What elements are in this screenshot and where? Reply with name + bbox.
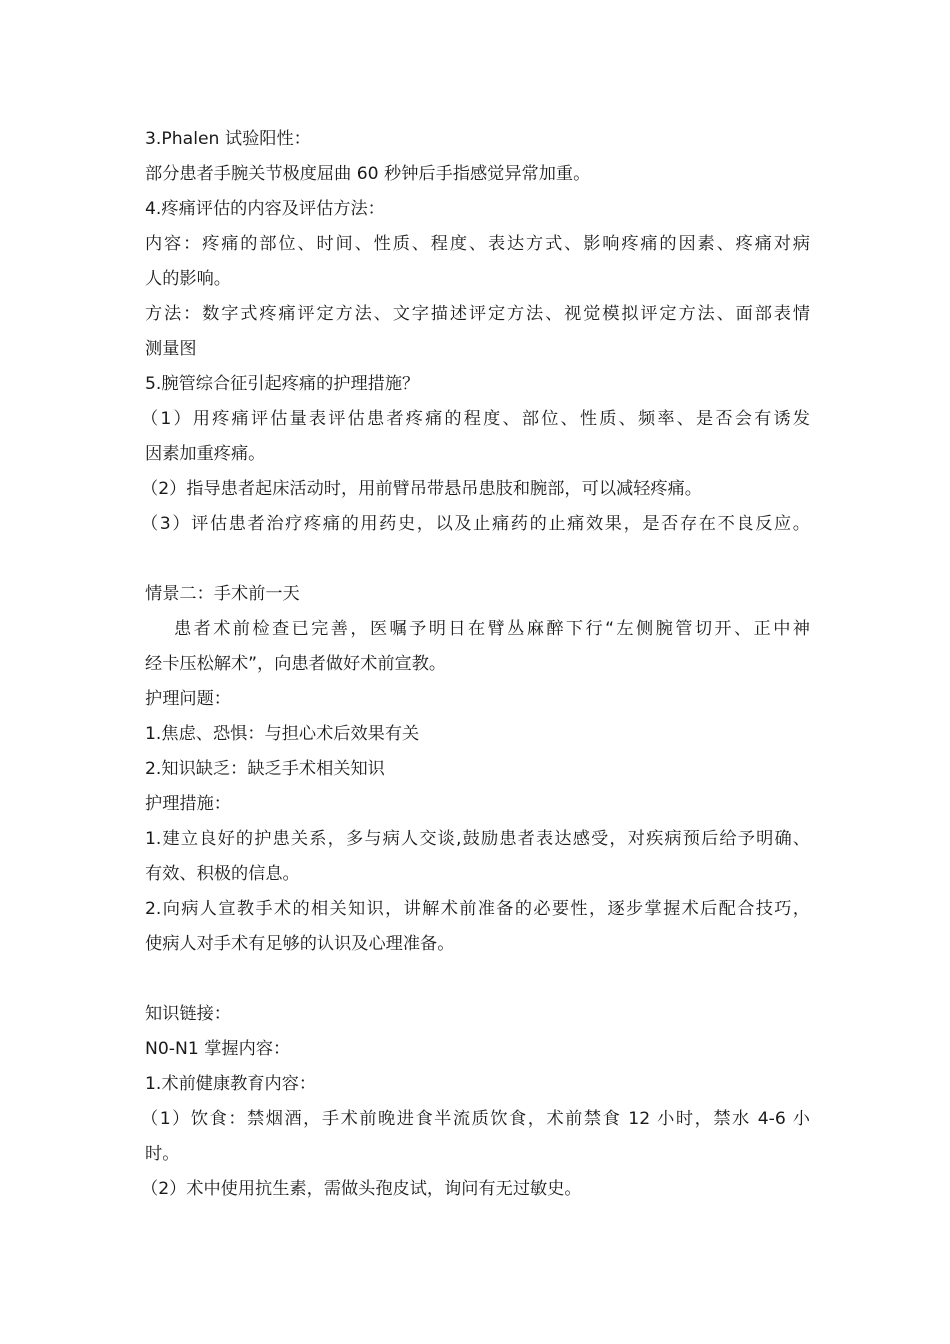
measure-3: （3）评估患者治疗疼痛的用药史，以及止痛药的止痛效果，是否存在不良反应。 bbox=[141, 514, 810, 534]
antibiotic-line: （2）术中使用抗生素，需做头孢皮试，询问有无过敏史。 bbox=[141, 1179, 582, 1199]
action-1-line-2: 有效、积极的信息。 bbox=[145, 864, 300, 884]
diet-line-2: 时。 bbox=[145, 1144, 180, 1164]
pain-assessment-heading: 4.疼痛评估的内容及评估方法： bbox=[145, 199, 385, 219]
nursing-problems-heading: 护理问题： bbox=[145, 689, 231, 709]
nursing-measures-heading: 5.腕管综合征引起疼痛的护理措施？ bbox=[145, 374, 420, 394]
pain-content-line-2: 人的影响。 bbox=[145, 269, 231, 289]
action-2-line-2: 使病人对手术有足够的认识及心理准备。 bbox=[145, 934, 455, 954]
knowledge-link-heading: 知识链接： bbox=[145, 1004, 231, 1024]
nursing-actions-heading: 护理措施： bbox=[145, 794, 231, 814]
phalen-heading: 3.Phalen 试验阳性： bbox=[145, 129, 311, 149]
pain-method-line-2: 测量图 bbox=[145, 339, 197, 359]
measure-1-line-1: （1）用疼痛评估量表评估患者疼痛的程度、部位、性质、频率、是否会有诱发 bbox=[141, 409, 810, 429]
action-2-line-1: 2.向病人宣教手术的相关知识，讲解术前准备的必要性，逐步掌握术后配合技巧， bbox=[145, 899, 810, 919]
phalen-text: 部分患者手腕关节极度屈曲 60 秒钟后手指感觉异常加重。 bbox=[145, 164, 591, 184]
scenario-two-heading: 情景二：手术前一天 bbox=[145, 584, 300, 604]
preop-education-heading: 1.术前健康教育内容： bbox=[145, 1074, 317, 1094]
problem-1: 1.焦虑、恐惧：与担心术后效果有关 bbox=[145, 724, 420, 744]
pain-method-line-1: 方法：数字式疼痛评定方法、文字描述评定方法、视觉模拟评定方法、面部表情 bbox=[145, 304, 810, 324]
scenario-text-line-1: 患者术前检查已完善，医嘱予明日在臂丛麻醉下行“左侧腕管切开、正中神 bbox=[174, 619, 810, 639]
action-1-line-1: 1.建立良好的护患关系，多与病人交谈,鼓励患者表达感受，对疾病预后给予明确、 bbox=[145, 829, 810, 849]
n0-n1-heading: N0-N1 掌握内容： bbox=[145, 1039, 291, 1059]
problem-2: 2.知识缺乏：缺乏手术相关知识 bbox=[145, 759, 385, 779]
diet-line-1: （1）饮食：禁烟酒，手术前晚进食半流质饮食，术前禁食 12 小时，禁水 4-6 小 bbox=[141, 1109, 810, 1129]
measure-1-line-2: 因素加重疼痛。 bbox=[145, 444, 266, 464]
measure-2: （2）指导患者起床活动时，用前臂吊带悬吊患肢和腕部，可以减轻疼痛。 bbox=[141, 479, 702, 499]
pain-content-line-1: 内容：疼痛的部位、时间、性质、程度、表达方式、影响疼痛的因素、疼痛对病 bbox=[145, 234, 810, 254]
scenario-text-line-2: 经卡压松解术”，向患者做好术前宣教。 bbox=[145, 654, 447, 674]
